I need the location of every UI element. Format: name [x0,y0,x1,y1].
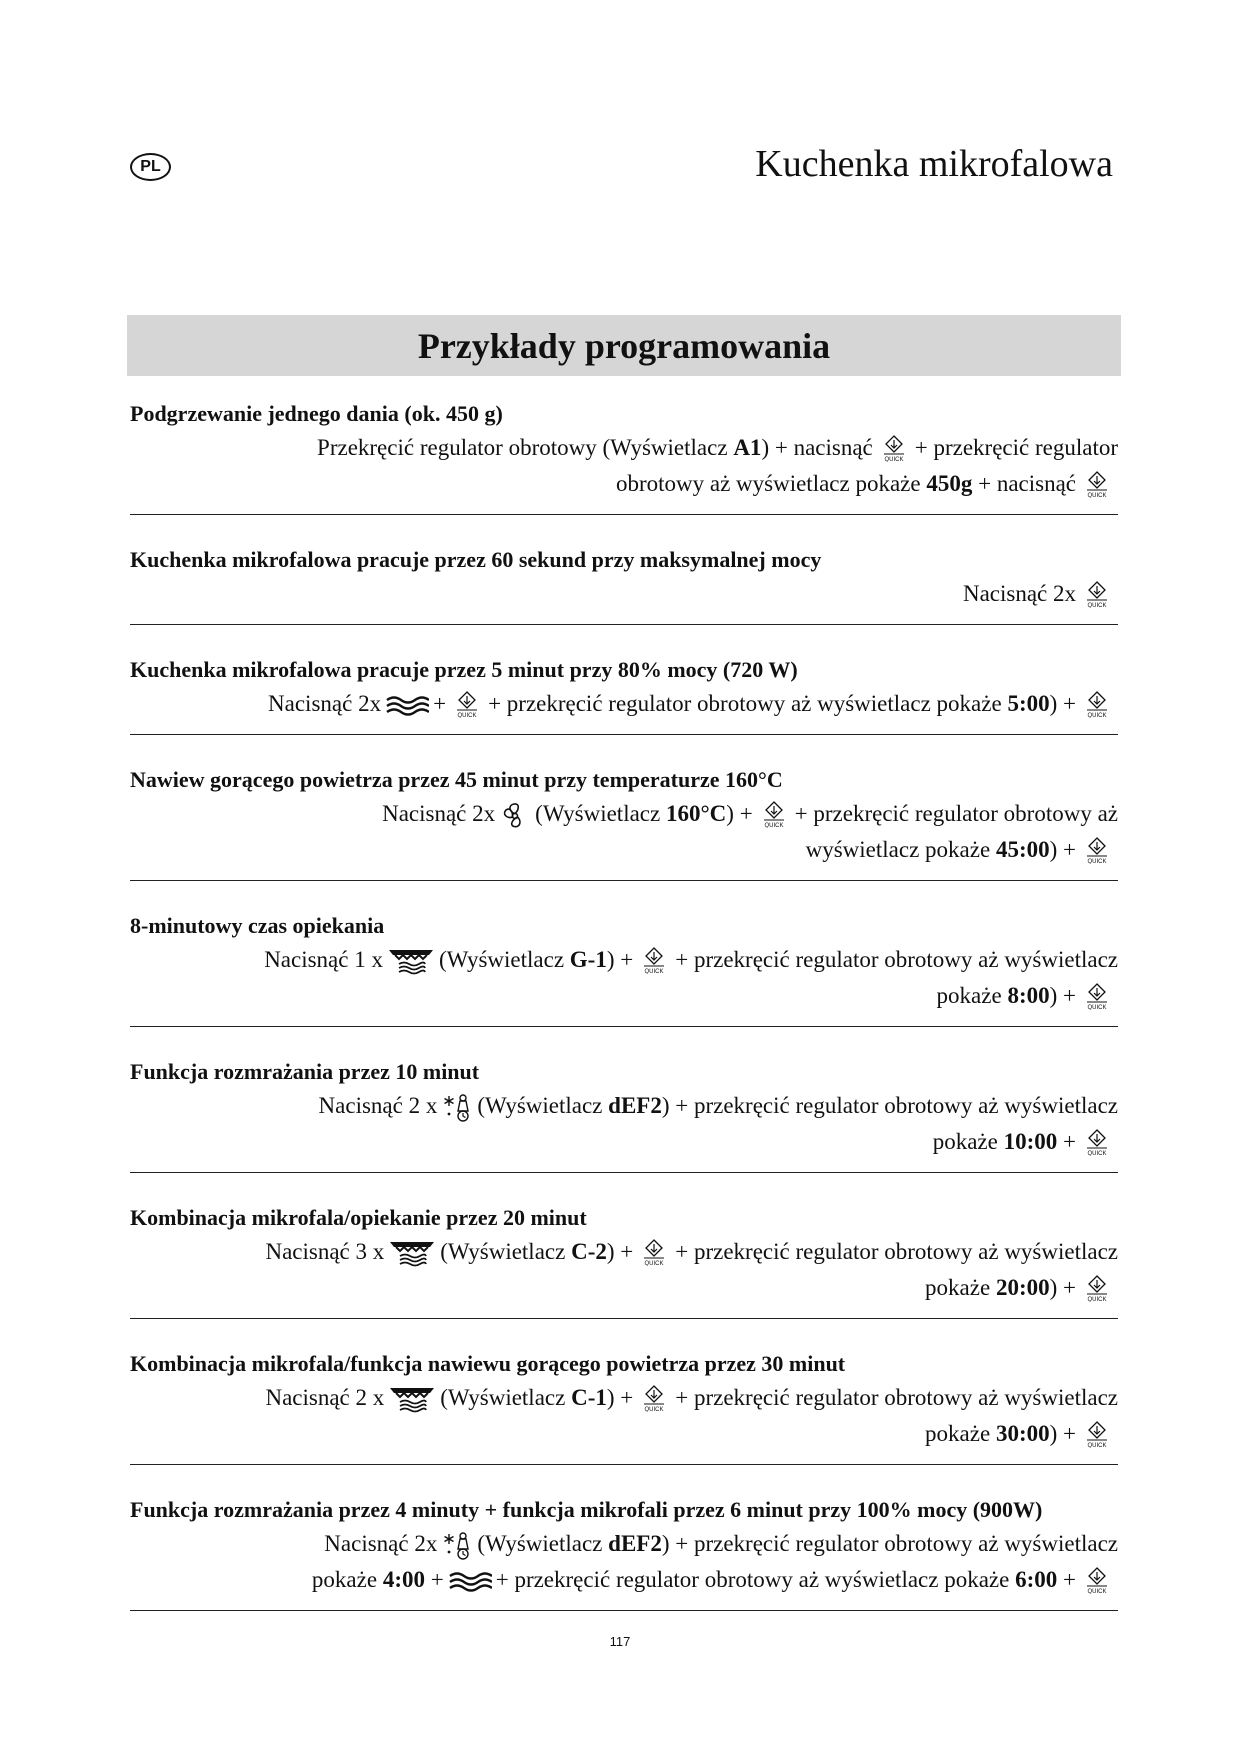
quick-start-icon [1082,1566,1112,1594]
instruction-line [130,430,1118,466]
quick-start-icon [1082,1128,1112,1156]
instruction-line [130,1380,1118,1416]
instruction-text: Nacisnąć 3 x [265,1239,385,1264]
quick-start-icon [452,690,482,718]
example-section [130,1201,1118,1319]
example-section [130,763,1118,881]
instruction-text: (Wyświetlacz [477,1093,609,1118]
page-number: 117 [609,1634,631,1649]
instruction-line [130,942,1118,978]
instruction-text: + przekręcić regulator obrotowy aż [794,801,1118,826]
instruction-text: (Wyświetlacz [438,947,570,972]
display-value: G-1 [569,947,607,972]
instruction-text: ) + przekręcić regulator obrotowy aż wyświetlacz [661,1531,1118,1556]
instruction-line [130,576,1118,612]
section-banner: Przykłady programowania [127,315,1121,376]
instruction-text: Nacisnąć 2x [324,1531,438,1556]
quick-start-icon [639,946,669,974]
instruction-text: Nacisnąć 2 x [265,1385,385,1410]
examples-list [130,397,1118,1639]
display-value: 160°C [665,801,727,826]
display-value: 6:00 [1015,1567,1058,1592]
quick-start-icon [1082,1420,1112,1448]
instruction-text: + [424,1567,444,1592]
document-title: Kuchenka mikrofalowa [755,143,1113,185]
instruction-text: + przekręcić regulator obrotowy aż wyświetlacz [675,1239,1118,1264]
instruction-line [130,466,1118,502]
instruction-text: ) + [1049,983,1076,1008]
example-section [130,653,1118,735]
instruction-text: + przekręcić regulator [914,435,1118,460]
section-heading: Kuchenka mikrofalowa pracuje przez 5 minut przy 80% mocy (720 W) [130,657,798,682]
display-value: 30:00 [995,1421,1050,1446]
instruction-text: pokaże [925,1275,996,1300]
instruction-text: Nacisnąć 2x [268,691,382,716]
instruction-text: ) + [1049,1275,1076,1300]
instruction-text: (Wyświetlacz [477,1531,609,1556]
quick-start-icon [1082,470,1112,498]
example-section [130,543,1118,625]
section-heading: Nawiew gorącego powietrza przez 45 minut przy temperaturze 160°C [130,767,783,792]
section-heading: Kombinacja mikrofala/opiekanie przez 20 minut [130,1205,587,1230]
instruction-text: obrotowy aż wyświetlacz pokaże [615,471,927,496]
display-value: 45:00 [995,837,1050,862]
instruction-text: ) + [606,1385,634,1410]
instruction-line [130,1416,1118,1452]
section-heading: Podgrzewanie jednego dania (ok. 450 g) [130,401,503,426]
display-value: 5:00 [1007,691,1050,716]
instruction-text: ) + [726,801,753,826]
instruction-line [130,1088,1118,1124]
example-section [130,1055,1118,1173]
section-heading: Funkcja rozmrażania przez 10 minut [130,1059,480,1084]
microwave-wave-icon [448,1570,492,1594]
instruction-line [130,978,1118,1014]
defrost-icon [441,1093,473,1123]
example-section [130,909,1118,1027]
instruction-line [130,686,1118,722]
section-heading: Kombinacja mikrofala/funkcja nawiewu gorącego powietrza przez 30 minut [130,1351,846,1376]
quick-start-icon [639,1238,669,1266]
example-section [130,1347,1118,1465]
instruction-text: + przekręcić regulator obrotowy aż wyświetlacz pokaże [488,691,1008,716]
instruction-text: + [1057,1567,1076,1592]
instruction-text: ) + [1049,1421,1076,1446]
instruction-text: + [433,691,447,716]
instruction-text: (Wyświetlacz [440,1239,572,1264]
defrost-icon [441,1531,473,1561]
instruction-text: ) + przekręcić regulator obrotowy aż wyświetlacz [661,1093,1118,1118]
display-value: A1 [733,435,762,460]
instruction-text: pokaże [311,1567,383,1592]
display-value: 450g [926,471,973,496]
display-value: 20:00 [995,1275,1050,1300]
grill-icon [388,1385,436,1415]
instruction-line [130,1562,1118,1598]
display-value: C-1 [571,1385,607,1410]
microwave-wave-icon [385,694,429,718]
display-value: dEF2 [608,1093,662,1118]
instruction-text: (Wyświetlacz [535,801,666,826]
instruction-line [130,1270,1118,1306]
instruction-line [130,1234,1118,1270]
display-value: 8:00 [1007,983,1050,1008]
section-heading: Funkcja rozmrażania przez 4 minuty + funkcja mikrofali przez 6 minut przy 100% mocy (900W) [130,1497,1043,1522]
instruction-text: + przekręcić regulator obrotowy aż wyświetlacz [675,947,1118,972]
section-heading: Kuchenka mikrofalowa pracuje przez 60 sekund przy maksymalnej mocy [130,547,822,572]
grill-icon [388,1239,436,1269]
instruction-text: pokaże [932,1129,1004,1154]
instruction-text: + przekręcić regulator obrotowy aż wyświetlacz pokaże [495,1567,1016,1592]
display-value: C-2 [571,1239,607,1264]
instruction-text: ) + [1049,691,1076,716]
quick-start-icon [879,434,909,462]
instruction-text: Nacisnąć 2x [962,581,1076,606]
display-value: 4:00 [382,1567,425,1592]
instruction-text: ) + [606,1239,634,1264]
page-header [127,140,1113,190]
instruction-text: ) + [606,947,634,972]
quick-start-icon [1082,1274,1112,1302]
instruction-text: ) + [1049,837,1076,862]
instruction-text: Nacisnąć 2x [382,801,496,826]
instruction-text: wyświetlacz pokaże [805,837,996,862]
instruction-text: + przekręcić regulator obrotowy aż wyświetlacz [675,1385,1118,1410]
example-section [130,1493,1118,1611]
quick-start-icon [1082,580,1112,608]
section-heading: 8-minutowy czas opiekania [130,913,385,938]
instruction-text: + nacisnąć [972,471,1076,496]
quick-start-icon [1082,982,1112,1010]
instruction-text: (Wyświetlacz [440,1385,572,1410]
example-section [130,397,1118,515]
instruction-text: Przekręcić regulator obrotowy (Wyświetlacz [317,435,734,460]
language-badge: PL [130,153,171,181]
display-value: 10:00 [1003,1129,1058,1154]
instruction-line [130,1124,1118,1160]
instruction-text: Nacisnąć 2 x [318,1093,438,1118]
instruction-text: + [1057,1129,1076,1154]
quick-start-icon [639,1384,669,1412]
instruction-text: Nacisnąć 1 x [264,947,383,972]
instruction-text: ) + nacisnąć [761,435,873,460]
instruction-line [130,832,1118,868]
instruction-text: pokaże [936,983,1008,1008]
quick-start-icon [1082,836,1112,864]
instruction-text: pokaże [925,1421,996,1446]
fan-icon [499,801,531,831]
quick-start-icon [759,800,789,828]
quick-start-icon [1082,690,1112,718]
display-value: dEF2 [608,1531,662,1556]
instruction-line [130,1526,1118,1562]
grill-icon [387,947,435,977]
instruction-line [130,796,1118,832]
